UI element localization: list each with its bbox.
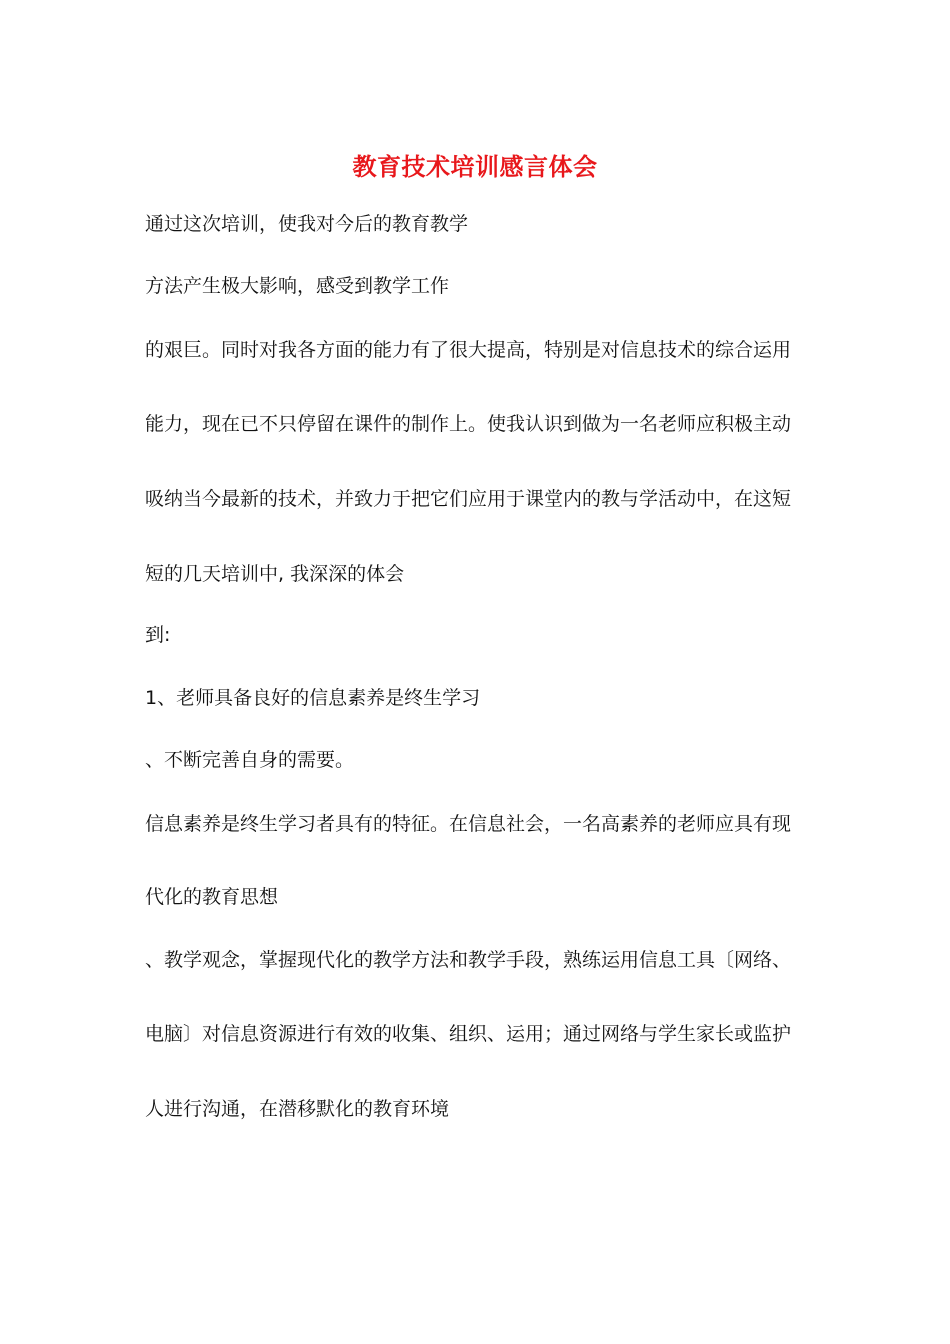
document-title: 教育技术培训感言体会	[352, 152, 598, 181]
body-line: 人进行沟通，在潜移默化的教育环境	[145, 1098, 450, 1120]
body-line: 电脑〕对信息资源进行有效的收集、组织、运用；通过网络与学生家长或监护	[145, 1023, 792, 1045]
body-line: 通过这次培训，使我对今后的教育教学	[145, 213, 469, 235]
body-line: 吸纳当今最新的技术，并致力于把它们应用于课堂内的教与学活动中，在这短	[145, 488, 792, 510]
body-line: 信息素养是终生学习者具有的特征。在信息社会，一名高素养的老师应具有现	[145, 813, 792, 835]
body-line: 到:	[145, 624, 171, 646]
body-line: 短的几天培训中, 我深深的体会	[145, 563, 405, 585]
body-line: 、教学观念，掌握现代化的教学方法和教学手段，熟练运用信息工具〔网络、	[145, 949, 792, 971]
body-line: 方法产生极大影响，感受到教学工作	[145, 275, 450, 297]
list-item-heading: 1、老师具备良好的信息素养是终生学习	[145, 687, 481, 709]
body-line: 能力，现在已不只停留在课件的制作上。使我认识到做为一名老师应积极主动	[145, 413, 792, 435]
body-line: 代化的教育思想	[145, 886, 279, 908]
body-line: 的艰巨。同时对我各方面的能力有了很大提高，特别是对信息技术的综合运用	[145, 339, 792, 361]
body-line: 、不断完善自身的需要。	[145, 749, 355, 771]
